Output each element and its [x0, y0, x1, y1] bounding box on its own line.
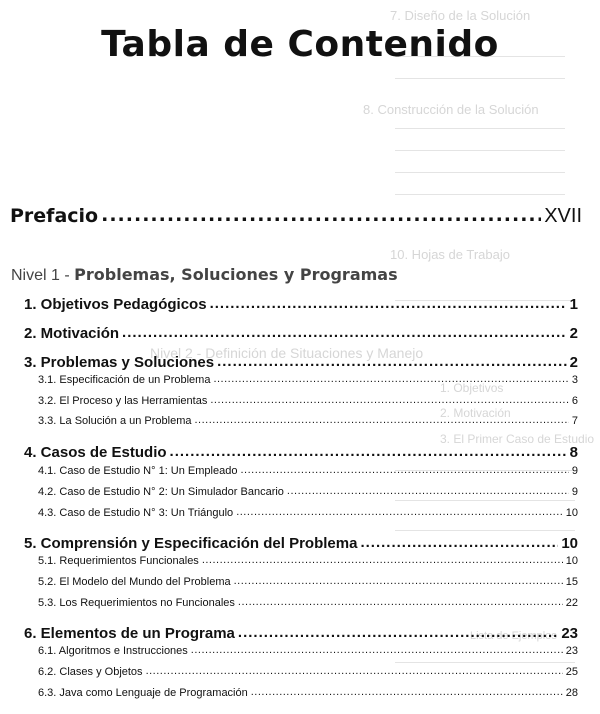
bleed-rule — [395, 194, 565, 195]
leader-dots — [191, 644, 563, 656]
toc-entry-label: 5.1. Requerimientos Funcionales — [38, 555, 199, 567]
toc-page-number: 8 — [569, 444, 578, 461]
toc-entry-label: 6.3. Java como Lenguaje de Programación — [38, 687, 248, 699]
leader-dots — [122, 324, 567, 341]
bleed-text: 10. Hojas de Trabajo — [390, 247, 510, 262]
toc-page-number: 10 — [561, 535, 578, 552]
bleed-text: Nivel 2 - Definición de Situaciones y Manejo — [150, 345, 424, 361]
toc-page-number: 10 — [565, 555, 578, 567]
toc-entry-label: 6.2. Clases y Objetos — [38, 666, 143, 678]
toc-entry-preface[interactable] — [10, 205, 582, 228]
toc-page-number: 15 — [565, 576, 578, 588]
bleed-rule — [395, 500, 575, 501]
leader-dots — [236, 506, 563, 518]
leader-dots — [210, 394, 569, 406]
toc-entry-label: 3.2. El Proceso y las Herramientas — [38, 395, 208, 407]
toc-page-number: 3 — [571, 374, 578, 386]
toc-entry-label: 4. Casos de Estudio — [24, 444, 167, 461]
leader-dots — [287, 485, 569, 497]
leader-dots — [101, 204, 541, 226]
toc-entry-subsection[interactable] — [38, 507, 578, 519]
toc-entry-subsection[interactable] — [38, 415, 578, 427]
toc-entry-section[interactable] — [24, 325, 578, 342]
toc-entry-section[interactable] — [24, 444, 578, 461]
leader-dots — [213, 373, 568, 385]
toc-entry-subsection[interactable] — [38, 395, 578, 407]
leader-dots — [202, 554, 563, 566]
toc-page-number: 28 — [565, 687, 578, 699]
leader-dots — [146, 665, 563, 677]
toc-entry-subsection[interactable] — [38, 576, 578, 588]
leader-dots — [240, 464, 568, 476]
toc-entry-label: 1. Objetivos Pedagógicos — [24, 296, 207, 313]
toc-page-number: 23 — [561, 625, 578, 642]
bleed-rule — [395, 128, 565, 129]
toc-entry-section[interactable] — [24, 625, 578, 642]
leader-dots — [251, 686, 563, 698]
bleed-text: 3. El Primer Caso de Estudio — [440, 432, 595, 446]
toc-entry-label: 4.1. Caso de Estudio N° 1: Un Empleado — [38, 465, 238, 477]
toc-entry-subsection[interactable] — [38, 597, 578, 609]
toc-entry-subsection[interactable] — [38, 687, 578, 699]
toc-entry-section[interactable] — [24, 535, 578, 552]
toc-entry-subsection[interactable] — [38, 645, 578, 657]
bleed-rule — [395, 662, 575, 663]
bleed-text: 2. Motivación — [440, 406, 511, 420]
toc-page-number: 9 — [571, 486, 578, 498]
leader-dots — [210, 295, 567, 312]
toc-page-number: 2 — [569, 325, 578, 342]
toc-entry-label: 5.3. Los Requerimientos no Funcionales — [38, 597, 235, 609]
leader-dots — [195, 414, 569, 426]
toc-page-number: 6 — [571, 395, 578, 407]
toc-entry-section[interactable] — [24, 296, 578, 313]
bleed-rule — [395, 78, 565, 79]
toc-entry-section[interactable] — [24, 354, 578, 371]
toc-entry-label: 3. Problemas y Soluciones — [24, 354, 215, 371]
toc-page-number: XVII — [544, 205, 582, 227]
bleed-rule — [395, 530, 575, 531]
toc-entry-subsection[interactable] — [38, 555, 578, 567]
toc-page-number: 9 — [571, 465, 578, 477]
level-prefix: Nivel 1 - — [11, 267, 70, 284]
toc-entry-subsection[interactable] — [38, 486, 578, 498]
toc-entry-subsection[interactable] — [38, 666, 578, 678]
toc-entry-label: 3.1. Especificación de un Problema — [38, 374, 211, 386]
toc-entry-label: 5. Comprensión y Especificación del Problema — [24, 535, 358, 552]
toc-entry-label: 6. Elementos de un Programa — [24, 625, 235, 642]
level-heading — [11, 265, 398, 285]
toc-page-number: 22 — [565, 597, 578, 609]
bleed-text: 1. Objetivos — [440, 381, 504, 395]
bleed-text: 8. Construcción de la Solución — [363, 102, 539, 117]
toc-entry-label: 6.1. Algoritmos e Instrucciones — [38, 645, 188, 657]
toc-page-number: 23 — [565, 645, 578, 657]
bleed-text: Lista de Ejemplos — [470, 630, 557, 642]
toc-entry-label: 4.3. Caso de Estudio N° 3: Un Triángulo — [38, 507, 234, 519]
toc-page-number: 10 — [565, 507, 578, 519]
leader-dots — [170, 443, 567, 460]
leader-dots — [234, 575, 563, 587]
toc-page-number: 25 — [565, 666, 578, 678]
toc-page-number: 1 — [569, 296, 578, 313]
toc-entry-label: 2. Motivación — [24, 325, 120, 342]
toc-page-number: 7 — [571, 415, 578, 427]
toc-entry-label: 4.2. Caso de Estudio N° 2: Un Simulador Bancario — [38, 486, 284, 498]
toc-entry-label: 5.2. El Modelo del Mundo del Problema — [38, 576, 231, 588]
toc-entry-label: 3.3. La Solución a un Problema — [38, 415, 192, 427]
level-name: Problemas, Soluciones y Programas — [74, 265, 398, 284]
toc-entry-subsection[interactable] — [38, 374, 578, 386]
bleed-rule — [395, 172, 565, 173]
page-title: Tabla de Contenido — [101, 24, 499, 65]
bleed-rule — [395, 150, 565, 151]
bleed-text: 7. Diseño de la Solución — [390, 8, 531, 23]
toc-entry-label: Prefacio — [10, 205, 99, 227]
leader-dots — [360, 534, 558, 551]
toc-entry-subsection[interactable] — [38, 465, 578, 477]
toc-page-number: 2 — [569, 354, 578, 371]
leader-dots — [238, 624, 558, 641]
leader-dots — [238, 596, 563, 608]
leader-dots — [217, 353, 567, 370]
